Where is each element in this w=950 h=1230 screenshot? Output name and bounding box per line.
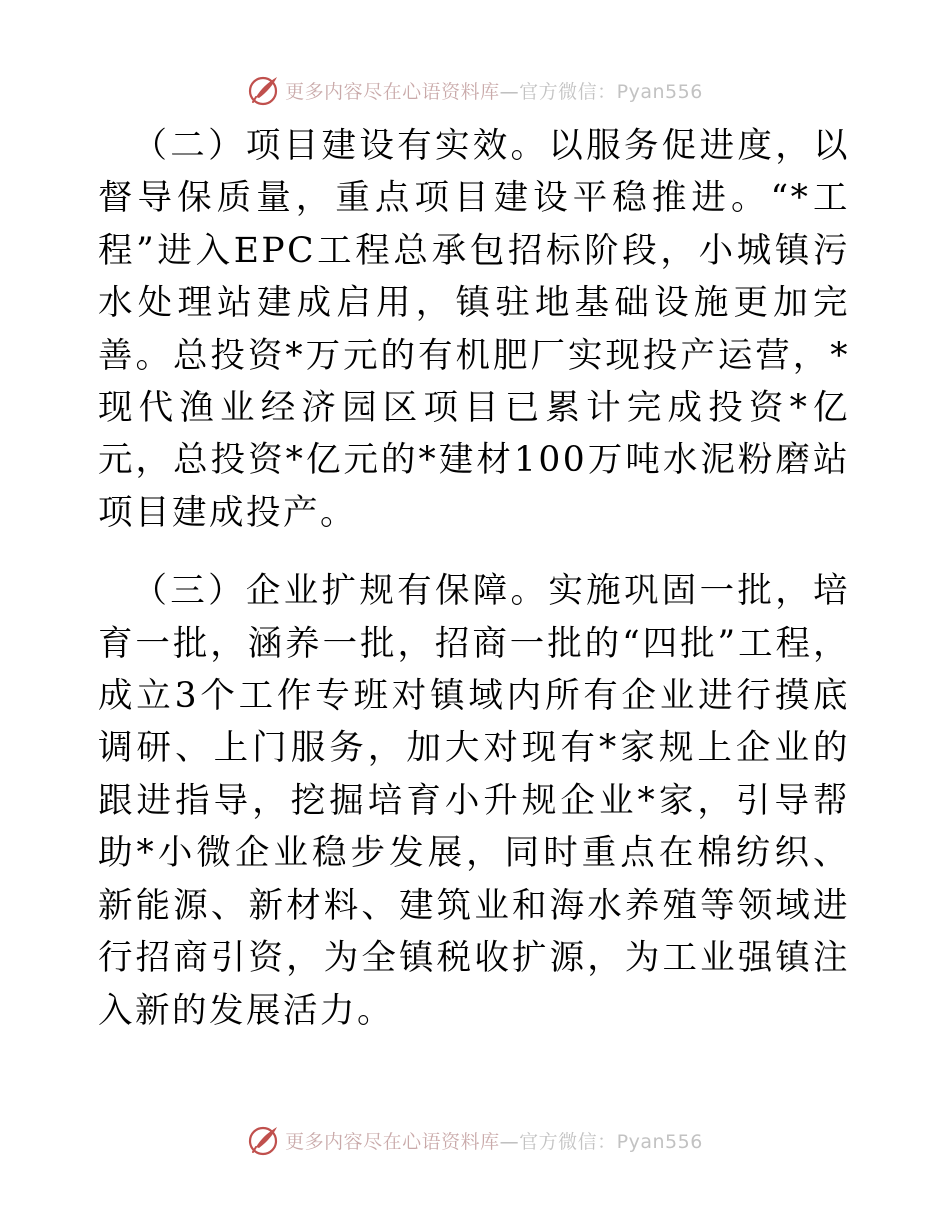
watermark-footer [0,1120,950,1160]
watermark-dash: — [499,80,520,103]
paragraph-project-construction: （二）项目建设有实效。以服务促进度，以督导保质量，重点项目建设平稳推进。“*工程”进入EPC工程总承包招标阶段，小城镇污水处理站建成启用，镇驻地基础设施更加完善。总投资*万元的有机肥厂实现投产运营，*现代渔业经济园区项目已累计完成投资*亿元，总投资*亿元的*建材100万吨水泥粉磨站项目建成投产。 [98,126,850,533]
watermark-main-text: 更多内容尽在心语资料库 [285,1130,500,1153]
watermark-wechat-text: 官方微信：Pyan556 [519,80,703,103]
watermark-wechat-text: 官方微信：Pyan556 [519,1130,703,1153]
quill-logo-icon [247,73,281,107]
paragraph-enterprise-expansion: （三）企业扩规有保障。实施巩固一批，培育一批，涵养一批，招商一批的“四批”工程，成立3个工作专班对镇域内所有企业进行摸底调研、上门服务，加大对现有*家规上企业的跟进指导，挖掘培育小升规企业*家，引导帮助*小微企业稳步发展，同时重点在棉纺织、新能源、新材料、建筑业和海水养殖等领域进行招商引资，为全镇税收扩源，为工业强镇注入新的发展活力。 [98,571,850,1031]
watermark-dash: — [499,1130,520,1153]
quill-logo-icon [247,1123,281,1157]
watermark-main-text: 更多内容尽在心语资料库 [285,80,500,103]
document-body [98,120,850,1037]
watermark-header [0,70,950,110]
